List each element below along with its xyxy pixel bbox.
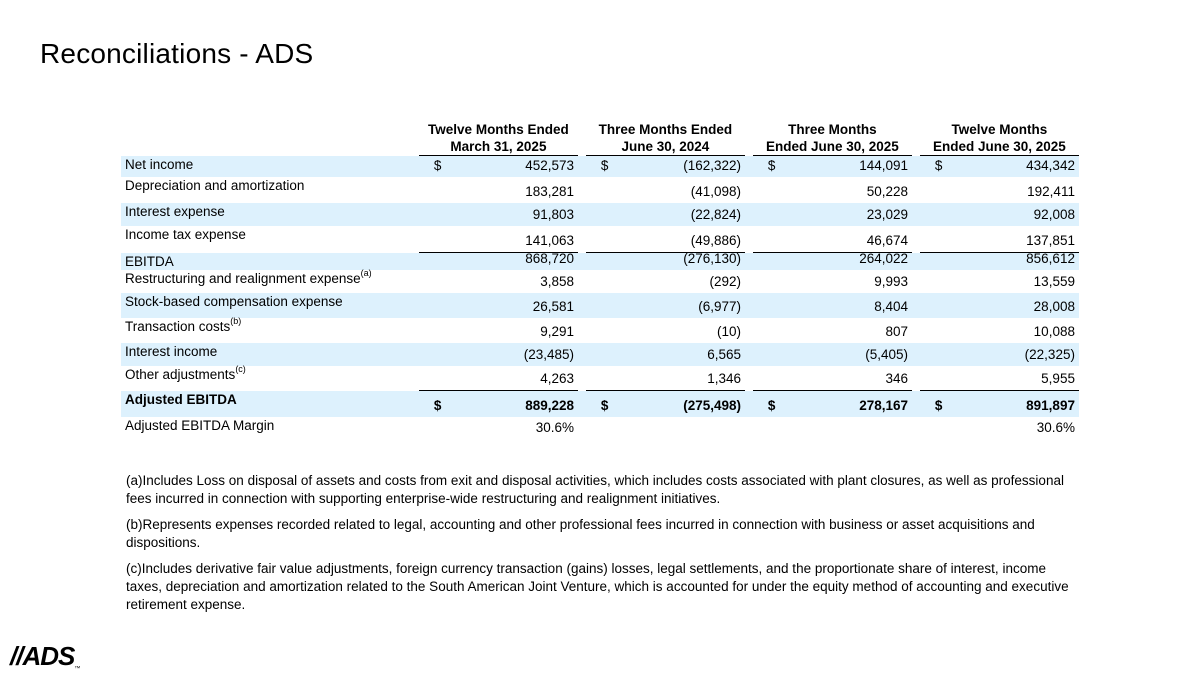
- value-cell: [419, 270, 578, 293]
- table-header: [121, 121, 1079, 156]
- row-label: [121, 366, 419, 391]
- table-row: [121, 226, 1079, 253]
- cell-value: 452,573: [525, 158, 575, 173]
- cell-value: 8,404: [874, 299, 908, 314]
- value-cell: [419, 343, 578, 366]
- table-row: [121, 270, 1079, 293]
- value-cell: [920, 366, 1079, 391]
- value-cell: [920, 343, 1079, 366]
- value-cell: [920, 177, 1079, 203]
- value-cell: [920, 203, 1079, 226]
- column-header: Twelve Months Ended March 31, 2025: [419, 121, 578, 156]
- cell-value: (22,325): [1024, 347, 1075, 362]
- value-cell: [753, 293, 912, 318]
- cell-value: 30.6%: [1036, 420, 1075, 435]
- value-cell: [920, 226, 1079, 253]
- row-label: [121, 177, 419, 203]
- value-cell: [419, 366, 578, 391]
- row-label: [121, 417, 419, 439]
- cell-value: 9,993: [874, 274, 908, 289]
- value-cell: [419, 391, 578, 417]
- currency-symbol: $: [433, 158, 442, 173]
- cell-value: (162,322): [683, 158, 742, 173]
- cell-value: 434,342: [1026, 158, 1075, 173]
- row-label-text: Restructuring and realignment expense$^{(a)}$: [125, 268, 372, 286]
- value-cell: [753, 366, 912, 391]
- cell-value: (10): [717, 324, 742, 339]
- row-label-text: Adjusted EBITDA: [125, 392, 237, 407]
- cell-value: 10,088: [1033, 324, 1075, 339]
- row-label: [121, 343, 419, 366]
- value-cell: [586, 226, 745, 253]
- cell-value: 23,029: [866, 207, 908, 222]
- table-row: [121, 391, 1079, 417]
- ads-logo: //ADS™: [10, 641, 80, 672]
- value-cell: [586, 293, 745, 318]
- cell-value: 92,008: [1033, 207, 1075, 222]
- value-cell: [419, 226, 578, 253]
- value-cell: [419, 203, 578, 226]
- cell-value: (41,098): [690, 184, 742, 199]
- cell-value: 50,228: [866, 184, 908, 199]
- row-label: [121, 318, 419, 343]
- footnote-marker: (b): [230, 316, 242, 326]
- value-cell: [419, 417, 578, 439]
- cell-value: 868,720: [525, 251, 575, 266]
- currency-symbol: $: [600, 398, 609, 413]
- cell-value: (49,886): [690, 233, 742, 248]
- row-label-text: Stock-based compensation expense: [125, 294, 343, 309]
- value-cell: [586, 253, 745, 270]
- row-label-text: Depreciation and amortization: [125, 178, 305, 193]
- value-cell: [920, 318, 1079, 343]
- row-label: [121, 253, 419, 270]
- table-row: [121, 293, 1079, 318]
- cell-value: 3,858: [540, 274, 575, 289]
- value-cell: [753, 203, 912, 226]
- table-row: [121, 203, 1079, 226]
- value-cell: [586, 417, 745, 439]
- currency-symbol: $: [767, 398, 776, 413]
- value-cell: [920, 391, 1079, 417]
- value-cell: [419, 318, 578, 343]
- cell-value: 889,228: [525, 398, 575, 413]
- value-cell: [920, 293, 1079, 318]
- currency-symbol: $: [600, 158, 609, 173]
- cell-value: (5,405): [865, 347, 908, 362]
- value-cell: [419, 156, 578, 177]
- row-label-text: Interest income: [125, 344, 218, 359]
- table-row: [121, 177, 1079, 203]
- value-cell: [419, 253, 578, 270]
- table-row: [121, 343, 1079, 366]
- value-cell: [586, 156, 745, 177]
- value-cell: [753, 226, 912, 253]
- value-cell: [753, 343, 912, 366]
- value-cell: [753, 270, 912, 293]
- column-header: Three Months Ended June 30, 2025: [753, 121, 912, 156]
- value-cell: [920, 417, 1079, 439]
- cell-value: 46,674: [866, 233, 908, 248]
- value-cell: [419, 177, 578, 203]
- row-label-text: Other adjustments$^{(c)}$: [125, 364, 246, 382]
- cell-value: 137,851: [1026, 233, 1075, 248]
- value-cell: [586, 177, 745, 203]
- row-label-text: Net income: [125, 157, 194, 172]
- cell-value: 13,559: [1033, 274, 1075, 289]
- value-cell: [753, 253, 912, 270]
- cell-value: 26,581: [532, 299, 575, 314]
- value-cell: [920, 156, 1079, 177]
- cell-value: 4,263: [540, 371, 575, 386]
- cell-value: 30.6%: [535, 420, 575, 435]
- row-label-text: Interest expense: [125, 204, 225, 219]
- table-row: [121, 366, 1079, 391]
- table-row: [121, 417, 1079, 439]
- cell-value: (292): [709, 274, 742, 289]
- row-label-text: Adjusted EBITDA Margin: [125, 418, 275, 433]
- currency-symbol: $: [934, 158, 943, 173]
- value-cell: [753, 177, 912, 203]
- currency-symbol: $: [767, 158, 776, 173]
- cell-value: (276,130): [683, 251, 742, 266]
- cell-value: 1,346: [707, 371, 742, 386]
- value-cell: [920, 253, 1079, 270]
- table-row: [121, 253, 1079, 270]
- footnote-marker: (a): [360, 268, 372, 278]
- cell-value: 807: [885, 324, 908, 339]
- table-row: [121, 156, 1079, 177]
- row-label-text: Transaction costs$^{(b)}$: [125, 316, 242, 334]
- cell-value: 264,022: [859, 251, 908, 266]
- cell-value: (22,824): [690, 207, 742, 222]
- table-body: [121, 156, 1079, 439]
- column-header: Twelve Months Ended June 30, 2025: [920, 121, 1079, 156]
- cell-value: (6,977): [698, 299, 742, 314]
- row-label-text: Income tax expense: [125, 227, 246, 242]
- table-row: [121, 318, 1079, 343]
- cell-value: 9,291: [540, 324, 575, 339]
- value-cell: [920, 270, 1079, 293]
- footnote-b: (b)Represents expenses recorded related to legal, accounting and other professional fees incurred in connection with business or asset acquisitions and dispositions.: [126, 517, 1035, 550]
- cell-value: 856,612: [1026, 251, 1075, 266]
- row-label-text: EBITDA: [125, 254, 174, 269]
- row-label: [121, 226, 419, 253]
- row-label: [121, 391, 419, 417]
- row-label: [121, 270, 419, 293]
- page-title: Reconciliations - ADS: [40, 38, 314, 69]
- value-cell: [586, 318, 745, 343]
- value-cell: [586, 366, 745, 391]
- cell-value: 5,955: [1041, 371, 1075, 386]
- row-label: [121, 293, 419, 318]
- currency-symbol: $: [433, 398, 442, 413]
- value-cell: [586, 391, 745, 417]
- cell-value: 346: [885, 371, 908, 386]
- cell-value: 91,803: [532, 207, 575, 222]
- cell-value: 6,565: [707, 347, 742, 362]
- cell-value: 141,063: [525, 233, 575, 248]
- value-cell: [419, 293, 578, 318]
- value-cell: [753, 391, 912, 417]
- value-cell: [753, 156, 912, 177]
- value-cell: [586, 270, 745, 293]
- cell-value: 28,008: [1033, 299, 1075, 314]
- value-cell: [586, 343, 745, 366]
- cell-value: 891,897: [1026, 398, 1075, 413]
- currency-symbol: $: [934, 398, 943, 413]
- cell-value: (23,485): [523, 347, 575, 362]
- footnote-c: (c)Includes derivative fair value adjustments, foreign currency transaction (gains) losses, legal settlements, and the proportionate share of interest, income taxes, depreciation and amortization related to the South American Joint Venture, which is accounted for under the equity method of accounting and executive retirement expense.: [126, 561, 1069, 612]
- row-label: [121, 156, 419, 177]
- value-cell: [753, 318, 912, 343]
- footnote-a: (a)Includes Loss on disposal of assets and costs from exit and disposal activities, which includes costs associated with plant closures, as well as professional fees incurred in connection with supporting enterprise-wide restructuring and realignment initiatives.: [126, 473, 1064, 506]
- column-header: Three Months Ended June 30, 2024: [586, 121, 745, 156]
- cell-value: 144,091: [859, 158, 908, 173]
- cell-value: 278,167: [859, 398, 908, 413]
- footnotes: [126, 472, 1081, 622]
- cell-value: 192,411: [1027, 184, 1075, 199]
- cell-value: 183,281: [525, 184, 575, 199]
- value-cell: [586, 203, 745, 226]
- reconciliation-table: [121, 121, 1079, 439]
- row-label: [121, 203, 419, 226]
- cell-value: (275,498): [683, 398, 742, 413]
- value-cell: [753, 417, 912, 439]
- footnote-marker: (c): [235, 364, 246, 374]
